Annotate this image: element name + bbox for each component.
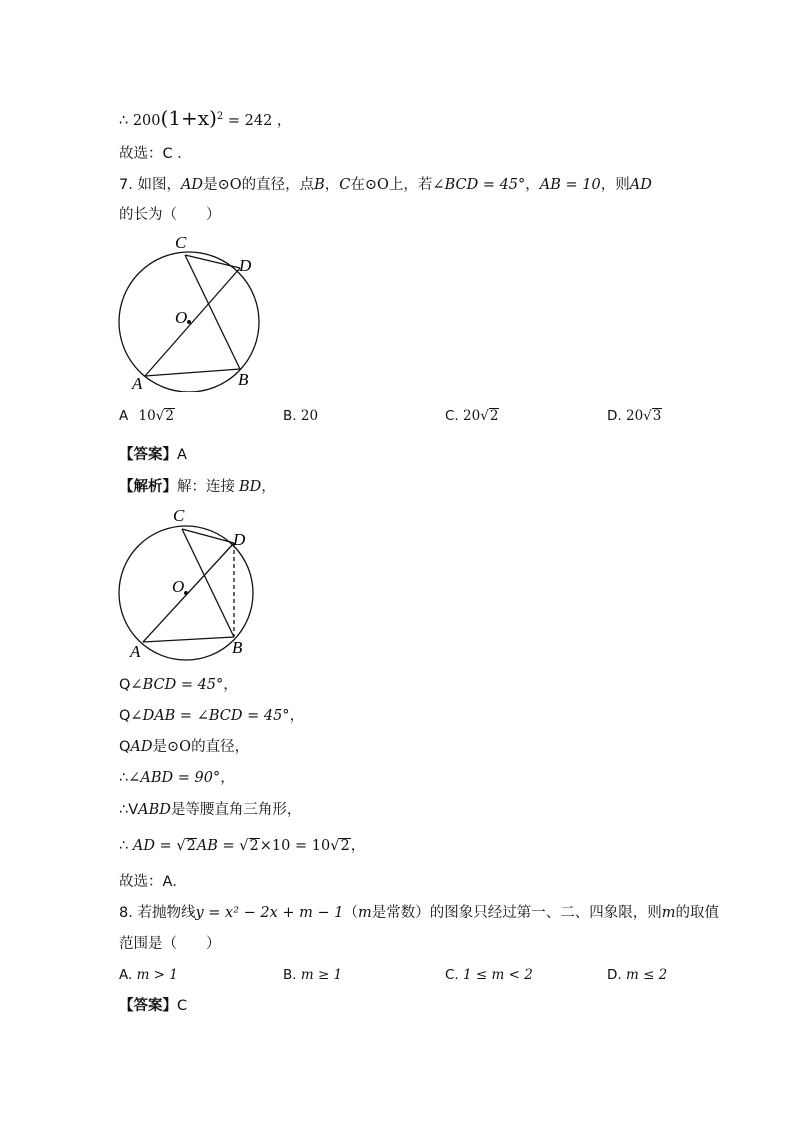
q7-stem-text: ，	[525, 177, 540, 193]
q7-analysis-figure	[112, 503, 272, 663]
answer-value: C	[177, 998, 188, 1014]
label-o: O	[175, 308, 188, 327]
option-letter: D.	[607, 408, 626, 424]
step-math: ∠DAB = ∠BCD = 45°	[130, 708, 290, 724]
step-math: AD =	[132, 838, 177, 854]
segment-cd	[185, 255, 240, 268]
step-math: ∠BCD = 45°	[130, 677, 224, 693]
q7-stem-math: ∠BCD = 45°	[432, 177, 526, 193]
label-a: A	[130, 642, 141, 661]
q7-stem-text: 在	[350, 177, 365, 193]
step-math: AD	[130, 739, 153, 755]
step-prefix: ∴	[119, 838, 129, 854]
answer-tag: 【答案】	[119, 998, 177, 1014]
radicand: 2	[249, 838, 259, 854]
q8-stem-text: 是常数）的图象只经过第一、二、四象限，则	[371, 905, 662, 921]
sqrt-icon: √	[643, 408, 652, 424]
equation-line	[119, 107, 291, 131]
option-letter: B.	[283, 967, 301, 983]
q8-stem-text: 的取值	[675, 905, 719, 921]
q8-stem-math: m	[357, 905, 372, 921]
analysis-intro-end: ，	[261, 479, 276, 495]
q7-stem-math: AD	[629, 177, 652, 193]
q7-analysis	[119, 477, 276, 497]
segment-cb	[185, 255, 240, 369]
step-suffix: ，	[223, 677, 238, 693]
segment-cb	[182, 529, 234, 637]
option-coef: 20	[463, 408, 481, 424]
segment-ab	[145, 369, 240, 376]
analysis-bd: BD	[239, 479, 262, 495]
q8-stem-line2: 范围是（ ）	[119, 936, 221, 952]
q7-stem-line1	[119, 175, 652, 195]
q7-conclusion: 故选：A．	[119, 874, 187, 890]
option-letter: B.	[283, 408, 301, 424]
step-circle: ⊙O	[167, 739, 192, 755]
q8-function: y = x² − 2x + m − 1	[195, 905, 344, 921]
q7-option-d	[607, 406, 662, 426]
q7-stem-math: AD	[180, 177, 204, 193]
step-suffix: ，	[289, 708, 305, 724]
radicand: 2	[186, 838, 196, 854]
q8-option-d	[607, 965, 667, 985]
analysis-intro: 解：连接	[177, 479, 235, 495]
label-a: A	[132, 374, 143, 392]
q8-answer	[119, 996, 187, 1016]
sqrt-icon: √	[155, 408, 165, 424]
step-prefix: Q	[119, 708, 131, 724]
prev-answer-line: 故选：C ．	[119, 146, 192, 162]
q7-number: 7.	[119, 177, 133, 193]
q7-option-b	[283, 406, 318, 426]
label-b: B	[232, 638, 243, 657]
q7-answer	[119, 445, 187, 465]
step-suffix: ，	[350, 838, 366, 854]
step-prefix: ∴	[119, 770, 129, 786]
option-radicand: 3	[652, 408, 662, 424]
center-point	[187, 320, 191, 324]
option-text: m ≥ 1	[300, 967, 343, 983]
q7-stem-math: AB = 10	[539, 177, 601, 193]
option-letter: A	[119, 408, 129, 424]
step-3	[119, 737, 249, 757]
segment-ad	[143, 543, 234, 642]
step-2	[119, 706, 304, 726]
option-letter: A.	[119, 967, 137, 983]
q8-option-c	[445, 965, 533, 985]
step-mid: 是	[152, 739, 168, 755]
option-letter: C.	[445, 967, 464, 983]
option-coef: 10	[138, 408, 156, 424]
equation-exponent: 2	[216, 111, 224, 122]
equation-left: ∴ 200	[119, 112, 161, 129]
answer-value: A	[177, 447, 187, 463]
step-6	[119, 836, 365, 856]
q7-stem-math: ⊙O	[217, 177, 242, 193]
q7-stem-math: B	[314, 177, 325, 193]
label-o: O	[172, 577, 185, 596]
option-radicand: 2	[165, 408, 174, 424]
q7-stem-text: 如图，	[137, 177, 181, 193]
segment-cd	[182, 529, 234, 543]
step-suffix: ，	[220, 770, 235, 786]
step-4	[119, 768, 235, 788]
analysis-tag: 【解析】	[119, 479, 177, 495]
answer-tag: 【答案】	[119, 447, 177, 463]
q7-stem-text: 的直径，点	[241, 177, 315, 193]
q7-option-a	[119, 406, 175, 426]
equation-base: (1+x)	[160, 105, 217, 130]
step-suffix: 是等腰直角三角形，	[170, 802, 302, 818]
q8-option-b	[283, 965, 342, 985]
q8-stem-line1	[119, 903, 719, 923]
q7-stem-math: ⊙O	[364, 177, 389, 193]
sqrt-icon: √	[330, 838, 340, 854]
step-prefix: Q	[119, 677, 131, 693]
label-b: B	[238, 370, 249, 389]
step-prefix: ∴	[119, 802, 129, 818]
step-math: ABD	[138, 802, 171, 818]
label-c: C	[175, 233, 187, 252]
sqrt-icon: √	[480, 408, 489, 424]
label-d: D	[239, 256, 252, 275]
center-point	[184, 591, 188, 595]
triangle-symbol: V	[128, 802, 139, 818]
segment-ab	[143, 637, 234, 642]
sqrt-icon: √	[176, 838, 186, 854]
step-5	[119, 800, 301, 820]
radicand: 2	[340, 838, 350, 854]
option-letter: D.	[607, 967, 626, 983]
q8-option-a	[119, 965, 178, 985]
step-prefix: Q	[119, 739, 131, 755]
option-value: 20	[300, 408, 319, 424]
q8-number: 8.	[119, 905, 133, 921]
step-1	[119, 675, 238, 695]
option-text: m ≤ 2	[625, 967, 668, 983]
q7-stem-text: ，	[324, 177, 340, 193]
step-math: ∠ABD = 90°	[128, 770, 221, 786]
option-radicand: 2	[489, 408, 499, 424]
q7-stem-text: 是	[203, 177, 218, 193]
option-letter: C.	[445, 408, 464, 424]
q8-stem-text: 若抛物线	[137, 905, 196, 921]
q8-stem-text: （	[343, 905, 358, 921]
step-math: AB =	[196, 838, 240, 854]
equation-right: = 242 ，	[227, 112, 292, 129]
option-text: m > 1	[136, 967, 178, 983]
label-c: C	[173, 506, 185, 525]
q7-stem-math: C	[339, 177, 351, 193]
step-suffix: 的直径，	[191, 739, 250, 755]
q7-stem-line2: 的长为（ ）	[119, 207, 221, 223]
step-math: ×10 = 10	[259, 838, 331, 854]
q8-stem-math: m	[661, 905, 676, 921]
option-text: 1 ≤ m < 2	[463, 967, 533, 983]
q7-stem-text: ，则	[600, 177, 630, 193]
sqrt-icon: √	[239, 838, 249, 854]
q7-figure	[112, 232, 272, 392]
segment-ad	[145, 268, 240, 376]
q7-option-c	[445, 406, 499, 426]
label-d: D	[233, 530, 246, 549]
q7-stem-text: 上，若	[388, 177, 433, 193]
option-coef: 20	[625, 408, 644, 424]
